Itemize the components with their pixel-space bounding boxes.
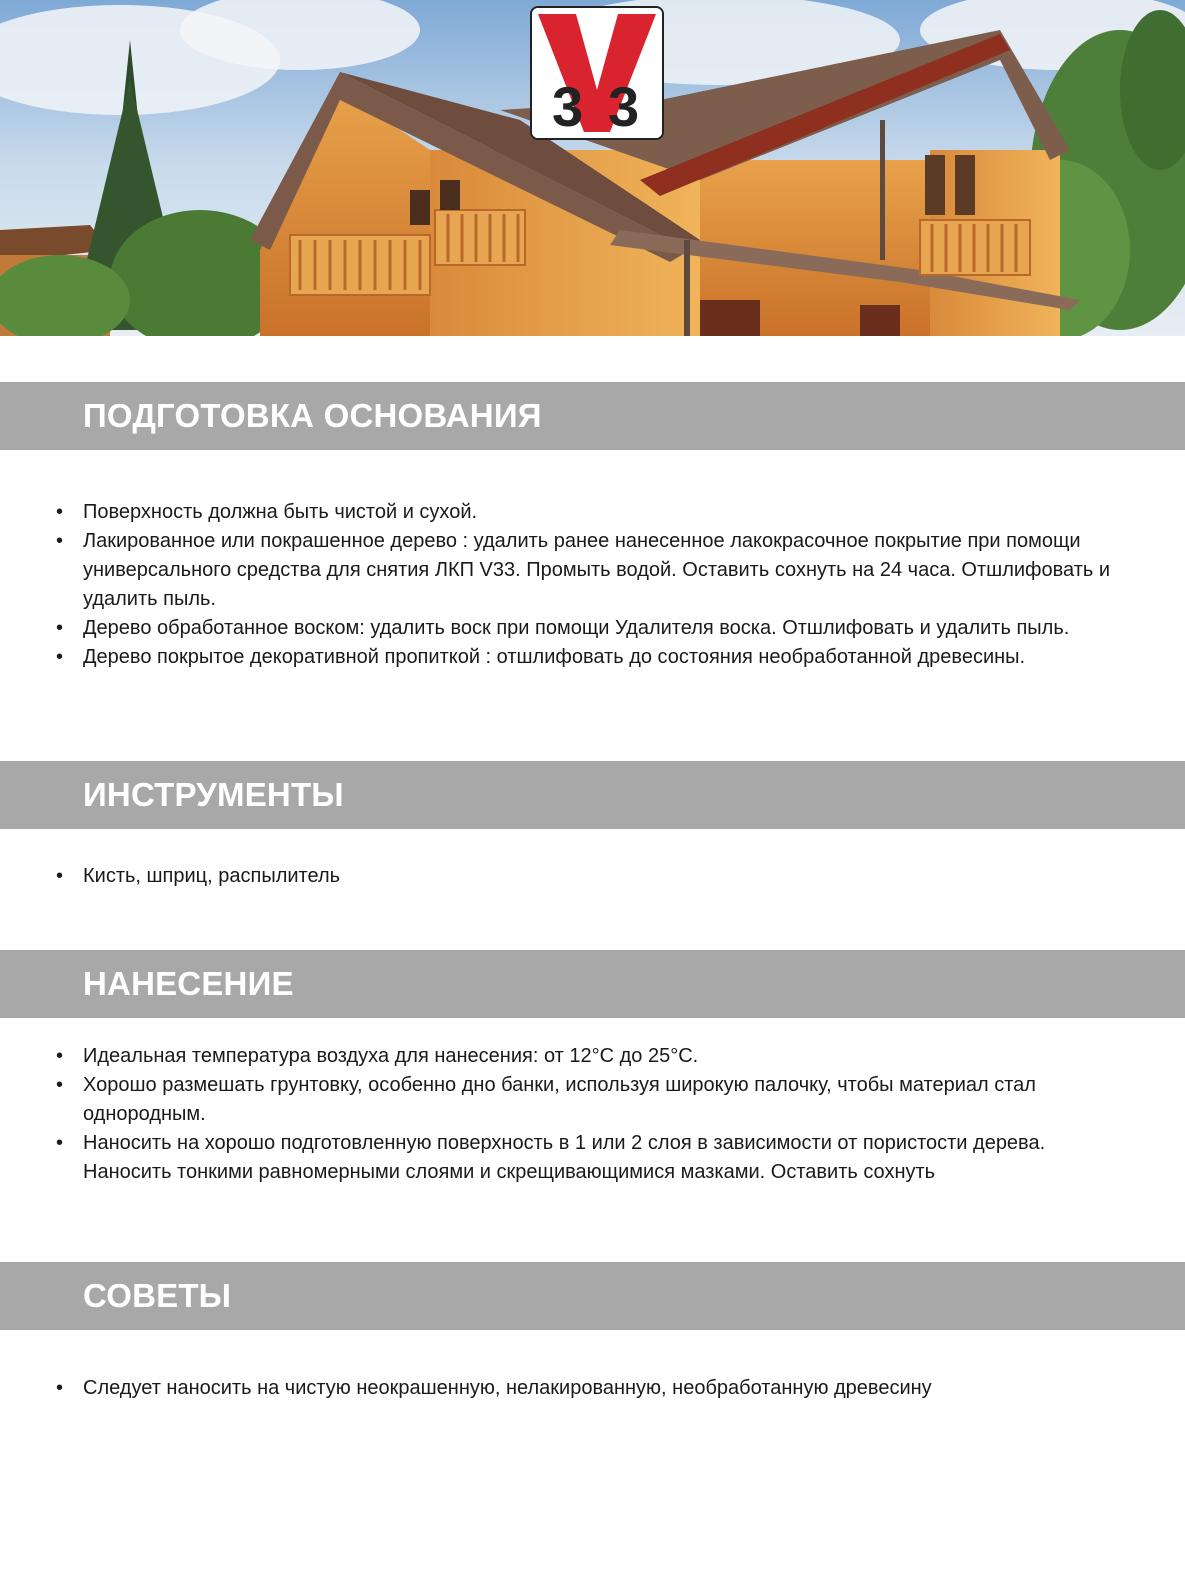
tools-list: [0, 862, 1185, 891]
application-list: [0, 1042, 1185, 1187]
section-title: ПОДГОТОВКА ОСНОВАНИЯ: [83, 397, 542, 434]
section-title: ИНСТРУМЕНТЫ: [83, 776, 344, 813]
list-item: • Поверхность должна быть чистой и сухой.: [0, 498, 1185, 527]
list-item: • Дерево покрытое декоративной пропиткой : отшлифовать до состояния необработанной древесины.: [0, 643, 1185, 672]
section-header-application: [0, 950, 1185, 1018]
section-header-surface-prep: [0, 382, 1185, 450]
list-item: • Следует наносить на чистую неокрашенную, нелакированную, необработанную древесину: [0, 1374, 1185, 1403]
section-header-tools: [0, 761, 1185, 829]
surface-prep-list: [0, 498, 1185, 672]
list-item: • Лакированное или покрашенное дерево : удалить ранее нанесенное лакокрасочное покрытие при помощи универсального средства для снятия ЛКП V33. Промыть водой. Оставить сохнуть на 24 часа. Отшлифовать и удалить пыль.: [0, 527, 1185, 614]
list-item: • Дерево обработанное воском: удалить воск при помощи Удалителя воска. Отшлифовать и удалить пыль.: [0, 614, 1185, 643]
list-item: • Хорошо размешать грунтовку, особенно дно банки, используя широкую палочку, чтобы материал стал однородным.: [0, 1071, 1185, 1129]
list-item: • Кисть, шприц, распылитель: [0, 862, 1185, 891]
tips-list: [0, 1374, 1185, 1403]
svg-text:3: 3: [608, 75, 640, 138]
list-item: • Наносить на хорошо подготовленную поверхность в 1 или 2 слоя в зависимости от пористости дерева. Наносить тонкими равномерными слоями и скрещивающимися мазками. Оставить сохнуть: [0, 1129, 1185, 1187]
section-title: СОВЕТЫ: [83, 1277, 232, 1314]
svg-text:3: 3: [552, 75, 584, 138]
section-header-tips: [0, 1262, 1185, 1330]
list-item: • Идеальная температура воздуха для нанесения: от 12°С до 25°С.: [0, 1042, 1185, 1071]
section-title: НАНЕСЕНИЕ: [83, 965, 294, 1002]
v33-logo: [530, 6, 664, 140]
